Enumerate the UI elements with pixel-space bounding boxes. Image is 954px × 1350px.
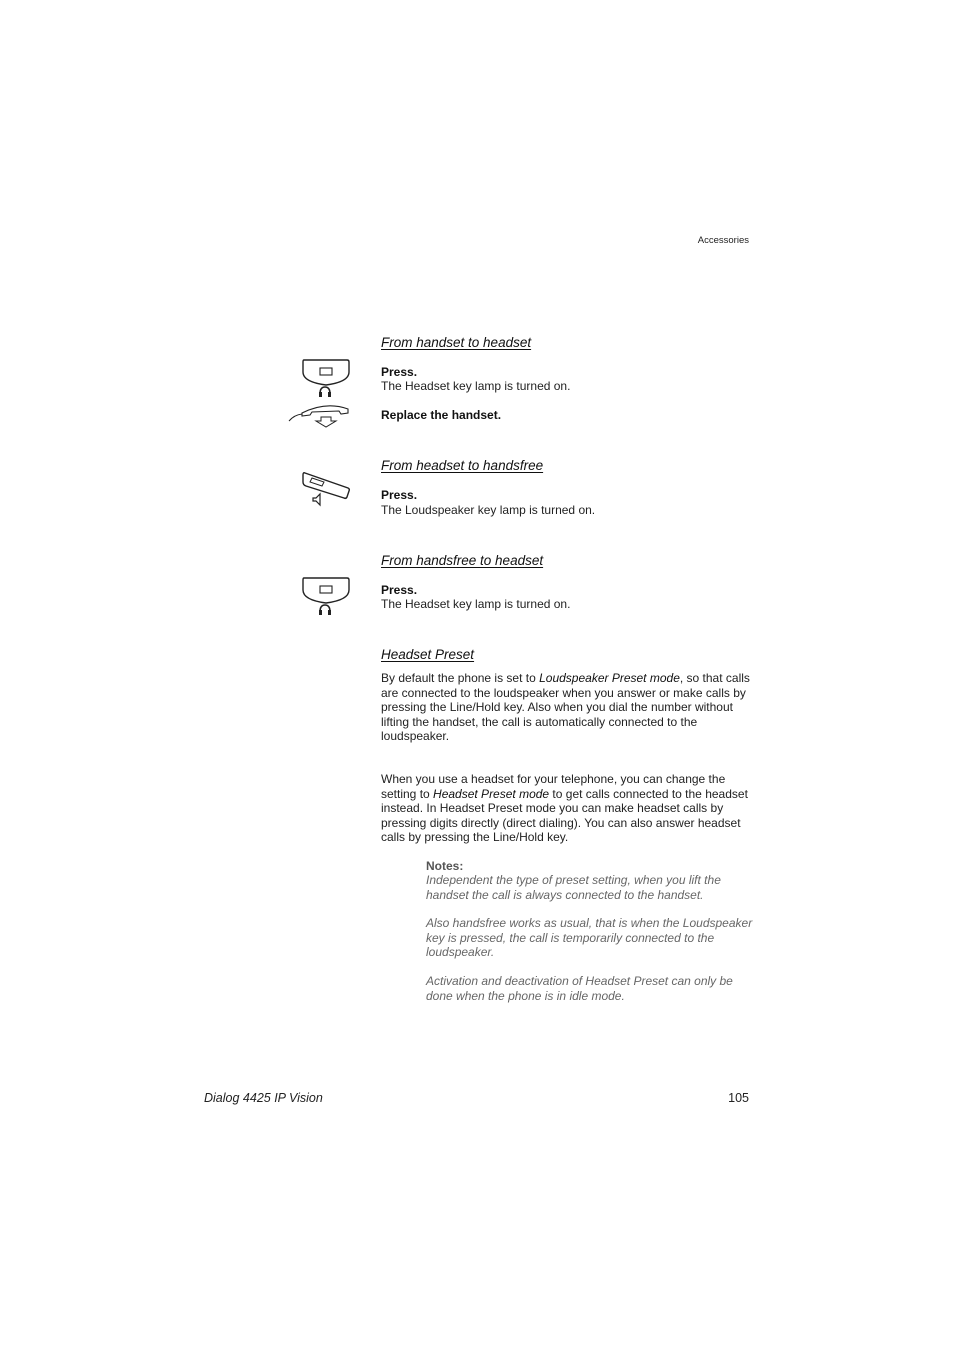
page-number: 105 xyxy=(728,1091,749,1105)
headset-key-icon xyxy=(300,358,352,400)
text: to get calls connected to the headset instead. In Headset Preset mode you can make headset calls by pressing digits directly (direct dialing). You can also answer headset calls by pressing the Line/Hold key. xyxy=(381,786,748,845)
text: , so that calls are connected to the loudspeaker when you answer or make calls by pressing the Line/Hold key. Also when you dial the number without lifting the handset, the call is automatically connected to the loudspeaker. xyxy=(381,671,750,744)
step-action-press: Press. xyxy=(381,583,418,597)
note-item xyxy=(426,916,756,960)
loudspeaker-key-icon xyxy=(300,470,354,510)
step-detail: The Loudspeaker key lamp is turned on. xyxy=(381,503,596,517)
running-header: Accessories xyxy=(697,235,749,246)
note-text: Also handsfree works as usual, that is when the Loudspeaker key is pressed, the call is temporarily connected to the loudspeaker. xyxy=(426,916,753,960)
replace-handset-icon xyxy=(286,403,354,431)
paragraph-headset-preset xyxy=(381,772,751,845)
notes-title: Notes: xyxy=(426,859,464,873)
emphasis-headset-preset-mode: Headset Preset mode xyxy=(433,786,550,801)
section-heading-headset-to-handsfree: From headset to handsfree xyxy=(381,458,544,473)
text: By default the phone is set to xyxy=(381,671,540,685)
note-text: Independent the type of preset setting, when you lift the handset the call is always connected to the handset. xyxy=(426,873,721,902)
step-detail: The Headset key lamp is turned on. xyxy=(381,597,571,611)
step-action-replace-handset: Replace the handset. xyxy=(381,408,502,422)
section-heading-handsfree-to-headset: From handsfree to headset xyxy=(381,553,544,568)
paragraph-default-preset xyxy=(381,671,751,744)
emphasis-loudspeaker-preset-mode: Loudspeaker Preset mode xyxy=(539,671,680,685)
step-detail: The Headset key lamp is turned on. xyxy=(381,379,571,393)
footer-product-name: Dialog 4425 IP Vision xyxy=(204,1091,323,1105)
note-text: Activation and deactivation of Headset Preset can only be done when the phone is in idle mode. xyxy=(426,974,733,1003)
headset-key-icon xyxy=(300,576,352,618)
note-item xyxy=(426,873,756,902)
text: When you use a headset for your telephone, you can change the setting to xyxy=(381,772,726,801)
step-action-press: Press. xyxy=(381,365,418,379)
step-action-press: Press. xyxy=(381,488,418,502)
section-heading-handset-to-headset: From handset to headset xyxy=(381,335,532,350)
note-item xyxy=(426,974,756,1003)
section-heading-headset-preset: Headset Preset xyxy=(381,647,475,662)
